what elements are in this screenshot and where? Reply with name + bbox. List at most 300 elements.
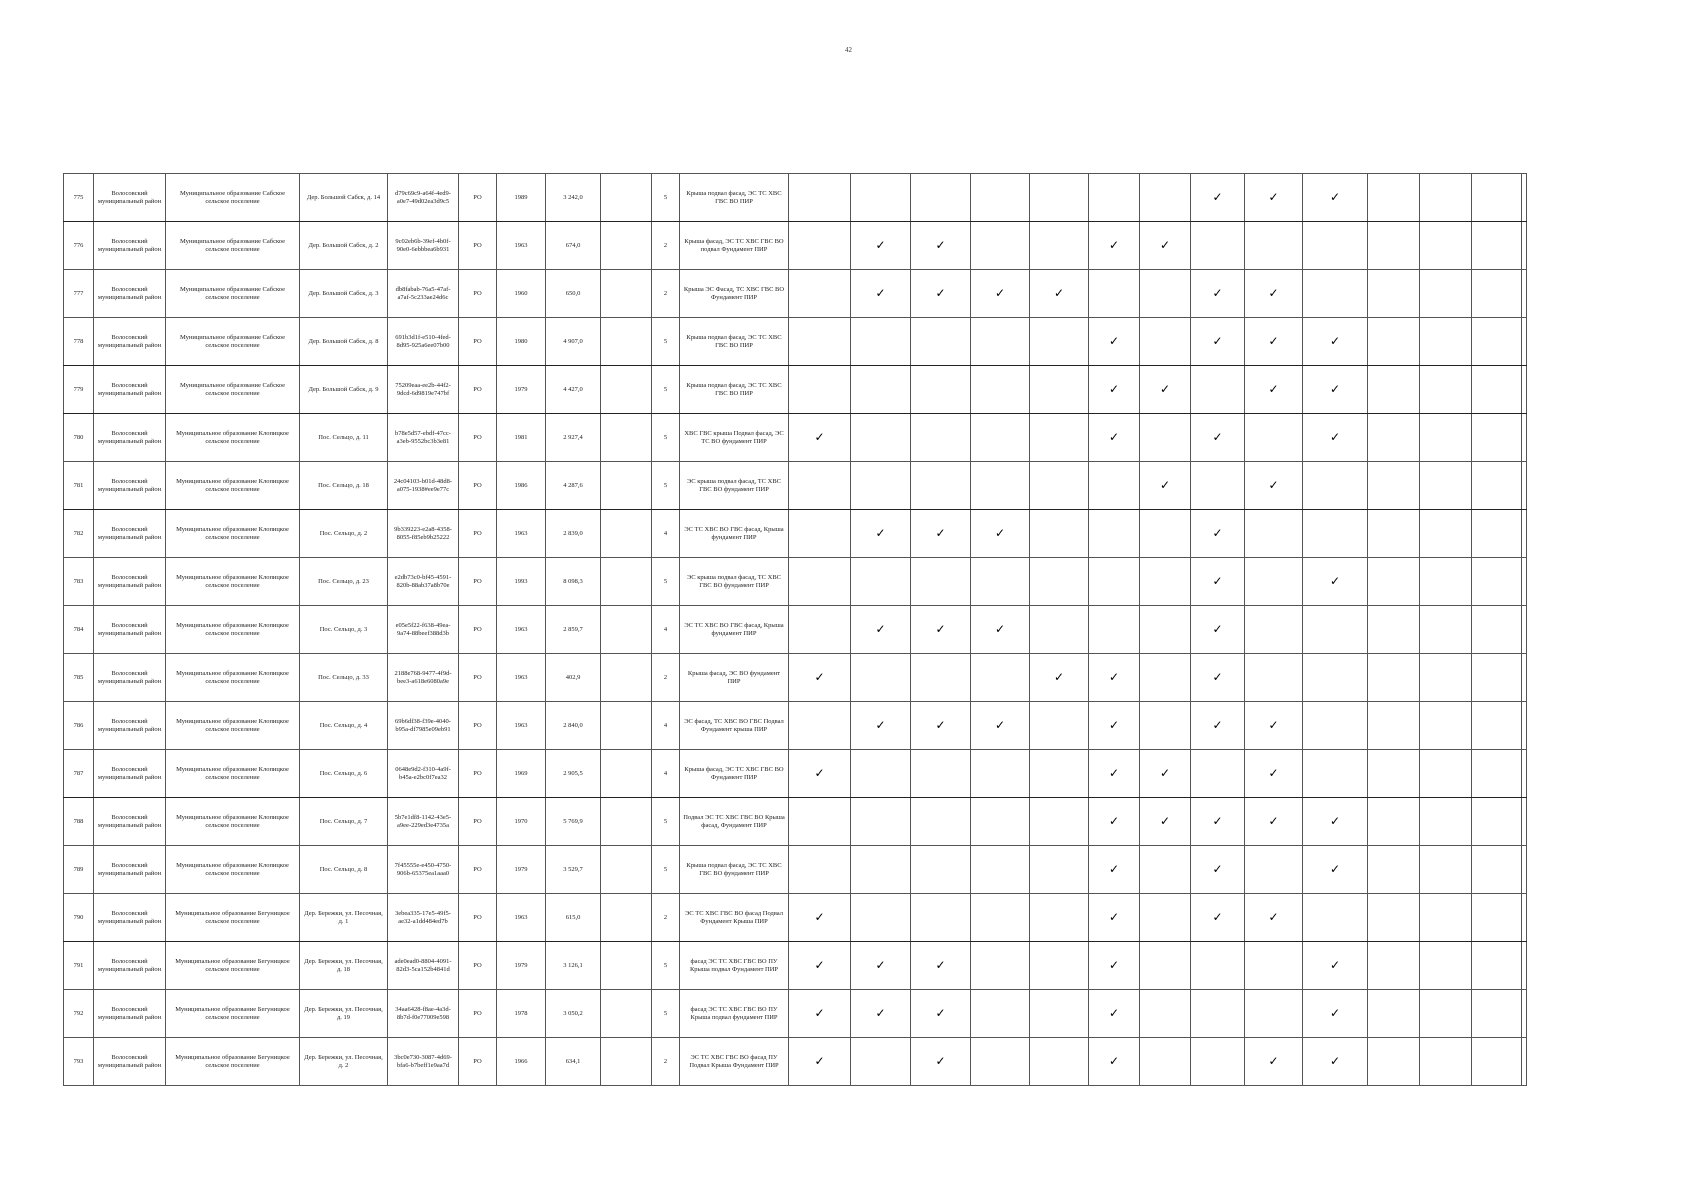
type-cell: РО bbox=[459, 174, 497, 222]
check-cell bbox=[911, 222, 971, 270]
area-cell: 2 840,0 bbox=[546, 702, 601, 750]
check-cell bbox=[851, 270, 911, 318]
area-cell: 650,0 bbox=[546, 270, 601, 318]
check-mark-icon: ✓ bbox=[1268, 718, 1279, 732]
district-cell: Волосовский муниципальный район bbox=[94, 846, 166, 894]
area-cell: 3 126,1 bbox=[546, 942, 601, 990]
floors-cell: 5 bbox=[652, 942, 680, 990]
check-cell bbox=[789, 654, 851, 702]
year-cell: 1989 bbox=[497, 174, 546, 222]
guid-cell: ade0ead0-8804-4091-82d3-5ca152b4841d bbox=[388, 942, 459, 990]
check-mark-icon: ✓ bbox=[814, 1006, 825, 1020]
table-row bbox=[64, 222, 1527, 270]
check-cell bbox=[1420, 558, 1472, 606]
guid-cell: 24c04103-b01d-48d8-a075-1938#ee9e77c bbox=[388, 462, 459, 510]
check-mark-icon: ✓ bbox=[1159, 382, 1171, 396]
check-cell bbox=[1522, 606, 1527, 654]
check-cell bbox=[1522, 798, 1527, 846]
check-mark-icon: ✓ bbox=[1329, 862, 1341, 876]
check-cell bbox=[1303, 654, 1368, 702]
check-mark-icon: ✓ bbox=[1268, 382, 1279, 396]
table-row bbox=[64, 510, 1527, 558]
area-cell: 2 859,7 bbox=[546, 606, 601, 654]
check-cell bbox=[1522, 750, 1527, 798]
check-mark-icon: ✓ bbox=[1108, 958, 1120, 972]
district-cell: Волосовский муниципальный район bbox=[94, 270, 166, 318]
check-cell bbox=[1191, 270, 1245, 318]
works-cell: Крыша подвал фасад, ЭС ТС ХВС ГВС ВО ПИР bbox=[680, 174, 789, 222]
district-cell: Волосовский муниципальный район bbox=[94, 558, 166, 606]
row-number: 783 bbox=[64, 558, 94, 606]
check-cell bbox=[911, 942, 971, 990]
table-row bbox=[64, 174, 1527, 222]
check-mark-icon: ✓ bbox=[1329, 382, 1341, 396]
table-row bbox=[64, 462, 1527, 510]
works-cell: ЭС ТС ХВС ВО ГВС фасад, Крыша фундамент ПИР bbox=[680, 510, 789, 558]
check-cell bbox=[1472, 942, 1522, 990]
check-mark-icon: ✓ bbox=[814, 670, 825, 684]
table-row bbox=[64, 894, 1527, 942]
check-cell bbox=[1089, 174, 1140, 222]
check-cell bbox=[1522, 990, 1527, 1038]
check-cell bbox=[1089, 654, 1140, 702]
check-cell bbox=[1522, 702, 1527, 750]
guid-cell: db8fabab-76a5-47af-a7af-5c233ae24d6c bbox=[388, 270, 459, 318]
check-cell bbox=[1368, 270, 1420, 318]
check-cell bbox=[1420, 894, 1472, 942]
empty-cell bbox=[601, 174, 652, 222]
year-cell: 1993 bbox=[497, 558, 546, 606]
check-cell bbox=[1140, 942, 1191, 990]
check-cell bbox=[1472, 702, 1522, 750]
check-cell bbox=[1030, 606, 1089, 654]
works-cell: ХВС ГВС крыша Подвал фасад, ЭС ТС ВО фундамент ПИР bbox=[680, 414, 789, 462]
check-cell bbox=[1303, 846, 1368, 894]
check-cell bbox=[1522, 942, 1527, 990]
check-cell bbox=[1522, 894, 1527, 942]
check-cell bbox=[789, 702, 851, 750]
address-cell: Пос. Сельцо, д. 2 bbox=[300, 510, 388, 558]
district-cell: Волосовский муниципальный район bbox=[94, 222, 166, 270]
empty-cell bbox=[601, 270, 652, 318]
check-cell bbox=[1303, 462, 1368, 510]
empty-cell bbox=[601, 654, 652, 702]
check-cell bbox=[911, 366, 971, 414]
check-cell bbox=[789, 846, 851, 894]
guid-cell: 75209eaa-ee2b-44f2-9dcd-6d9819e747bf bbox=[388, 366, 459, 414]
municipality-cell: Муниципальное образование Сабское сельское поселение bbox=[166, 174, 300, 222]
check-cell bbox=[1089, 894, 1140, 942]
type-cell: РО bbox=[459, 510, 497, 558]
check-mark-icon: ✓ bbox=[1212, 574, 1223, 588]
check-cell bbox=[789, 510, 851, 558]
check-cell bbox=[911, 174, 971, 222]
year-cell: 1979 bbox=[497, 366, 546, 414]
check-cell bbox=[851, 894, 911, 942]
empty-cell bbox=[601, 942, 652, 990]
municipality-cell: Муниципальное образование Клопицкое сельское поселение bbox=[166, 606, 300, 654]
check-cell bbox=[851, 942, 911, 990]
municipality-cell: Муниципальное образование Клопицкое сельское поселение bbox=[166, 510, 300, 558]
table-row bbox=[64, 366, 1527, 414]
check-cell bbox=[1089, 1038, 1140, 1086]
check-cell bbox=[1140, 846, 1191, 894]
check-cell bbox=[851, 750, 911, 798]
table-row bbox=[64, 606, 1527, 654]
row-number: 790 bbox=[64, 894, 94, 942]
check-cell bbox=[1368, 846, 1420, 894]
works-cell: Крыша фасад, ЭС ТС ХВС ГВС ВО подвал Фундамент ПИР bbox=[680, 222, 789, 270]
check-mark-icon: ✓ bbox=[935, 1054, 946, 1068]
check-cell bbox=[1522, 318, 1527, 366]
check-cell bbox=[1368, 942, 1420, 990]
guid-cell: b78e5d57-ebdf-47cc-a3eb-9552bc3b3e81 bbox=[388, 414, 459, 462]
check-mark-icon: ✓ bbox=[875, 622, 886, 636]
empty-cell bbox=[601, 606, 652, 654]
check-cell bbox=[971, 174, 1030, 222]
empty-cell bbox=[601, 846, 652, 894]
check-cell bbox=[1191, 222, 1245, 270]
check-mark-icon: ✓ bbox=[875, 238, 886, 252]
area-cell: 8 098,3 bbox=[546, 558, 601, 606]
works-cell: Крыша фасад, ЭС ТС ХВС ГВС ВО Фундамент ПИР bbox=[680, 750, 789, 798]
check-cell bbox=[1089, 318, 1140, 366]
municipality-cell: Муниципальное образование Клопицкое сельское поселение bbox=[166, 414, 300, 462]
row-number: 784 bbox=[64, 606, 94, 654]
row-number: 791 bbox=[64, 942, 94, 990]
works-cell: Крыша подвал фасад, ЭС ТС ХВС ГВС ВО фундамент ПИР bbox=[680, 846, 789, 894]
check-cell bbox=[1030, 654, 1089, 702]
check-mark-icon: ✓ bbox=[1108, 382, 1120, 396]
check-cell bbox=[911, 606, 971, 654]
check-cell bbox=[1303, 702, 1368, 750]
check-cell bbox=[1472, 462, 1522, 510]
table-body bbox=[64, 174, 1527, 1086]
type-cell: РО bbox=[459, 318, 497, 366]
check-cell bbox=[1089, 750, 1140, 798]
works-cell: ЭС ТС ХВС ГВС ВО фасад Подвал Фундамент Крыша ПИР bbox=[680, 894, 789, 942]
check-mark-icon: ✓ bbox=[1329, 334, 1341, 348]
year-cell: 1979 bbox=[497, 942, 546, 990]
check-cell bbox=[1140, 606, 1191, 654]
municipality-cell: Муниципальное образование Бегуницкое сельское поселение bbox=[166, 942, 300, 990]
check-cell bbox=[789, 990, 851, 1038]
area-cell: 4 287,6 bbox=[546, 462, 601, 510]
check-cell bbox=[1420, 462, 1472, 510]
check-cell bbox=[789, 1038, 851, 1086]
check-mark-icon: ✓ bbox=[1212, 862, 1223, 876]
check-cell bbox=[1030, 174, 1089, 222]
check-cell bbox=[1191, 558, 1245, 606]
check-cell bbox=[1420, 942, 1472, 990]
check-mark-icon: ✓ bbox=[1212, 526, 1223, 540]
year-cell: 1970 bbox=[497, 798, 546, 846]
row-number: 778 bbox=[64, 318, 94, 366]
check-cell bbox=[851, 846, 911, 894]
row-number: 779 bbox=[64, 366, 94, 414]
check-cell bbox=[1303, 750, 1368, 798]
district-cell: Волосовский муниципальный район bbox=[94, 510, 166, 558]
check-cell bbox=[1522, 270, 1527, 318]
check-cell bbox=[1522, 1038, 1527, 1086]
check-cell bbox=[1303, 798, 1368, 846]
check-mark-icon: ✓ bbox=[814, 1054, 825, 1068]
check-mark-icon: ✓ bbox=[1053, 286, 1065, 300]
table-row bbox=[64, 318, 1527, 366]
check-cell bbox=[1191, 1038, 1245, 1086]
check-mark-icon: ✓ bbox=[1329, 1006, 1341, 1020]
municipality-cell: Муниципальное образование Клопицкое сельское поселение bbox=[166, 798, 300, 846]
check-cell bbox=[1303, 558, 1368, 606]
check-cell bbox=[971, 318, 1030, 366]
check-cell bbox=[1368, 654, 1420, 702]
check-cell bbox=[911, 1038, 971, 1086]
check-cell bbox=[1245, 558, 1303, 606]
address-cell: Дер. Большой Сабск, д. 2 bbox=[300, 222, 388, 270]
check-cell bbox=[1368, 318, 1420, 366]
check-cell bbox=[1140, 990, 1191, 1038]
municipality-cell: Муниципальное образование Сабское сельское поселение bbox=[166, 366, 300, 414]
check-mark-icon: ✓ bbox=[1108, 1054, 1120, 1068]
type-cell: РО bbox=[459, 750, 497, 798]
municipality-cell: Муниципальное образование Сабское сельское поселение bbox=[166, 318, 300, 366]
check-cell bbox=[1191, 510, 1245, 558]
check-cell bbox=[1522, 462, 1527, 510]
guid-cell: 9b339223-e2a8-4358-8055-f85eb9b25222 bbox=[388, 510, 459, 558]
check-cell bbox=[971, 270, 1030, 318]
guid-cell: 3bc0e730-3087-4d69-bfa6-b7beff1e9aa7d bbox=[388, 1038, 459, 1086]
row-number: 777 bbox=[64, 270, 94, 318]
guid-cell: 691b3d1f-e510-4fed-8d95-925a6ee07b00 bbox=[388, 318, 459, 366]
check-cell bbox=[1140, 318, 1191, 366]
check-cell bbox=[911, 846, 971, 894]
check-mark-icon: ✓ bbox=[1268, 766, 1279, 780]
check-cell bbox=[1522, 510, 1527, 558]
check-cell bbox=[1245, 270, 1303, 318]
address-cell: Пос. Сельцо, д. 11 bbox=[300, 414, 388, 462]
check-mark-icon: ✓ bbox=[1159, 766, 1171, 780]
check-mark-icon: ✓ bbox=[1212, 286, 1223, 300]
check-cell bbox=[1089, 942, 1140, 990]
floors-cell: 4 bbox=[652, 750, 680, 798]
check-cell bbox=[1089, 222, 1140, 270]
check-cell bbox=[1245, 894, 1303, 942]
check-cell bbox=[1472, 606, 1522, 654]
floors-cell: 2 bbox=[652, 654, 680, 702]
area-cell: 3 050,2 bbox=[546, 990, 601, 1038]
check-cell bbox=[1472, 654, 1522, 702]
floors-cell: 5 bbox=[652, 462, 680, 510]
check-cell bbox=[1030, 510, 1089, 558]
year-cell: 1963 bbox=[497, 222, 546, 270]
municipality-cell: Муниципальное образование Сабское сельское поселение bbox=[166, 222, 300, 270]
floors-cell: 5 bbox=[652, 558, 680, 606]
empty-cell bbox=[601, 798, 652, 846]
check-cell bbox=[1472, 270, 1522, 318]
empty-cell bbox=[601, 510, 652, 558]
check-cell bbox=[1303, 510, 1368, 558]
check-mark-icon: ✓ bbox=[935, 1006, 946, 1020]
check-mark-icon: ✓ bbox=[1212, 430, 1223, 444]
works-cell: ЭС крыша подвал фасад, ТС ХВС ГВС ВО фундамент ПИР bbox=[680, 558, 789, 606]
check-cell bbox=[1245, 414, 1303, 462]
address-cell: Дер. Бережки, ул. Песочная, д. 1 bbox=[300, 894, 388, 942]
check-mark-icon: ✓ bbox=[935, 958, 946, 972]
works-cell: Крыша подвал фасад, ЭС ТС ХВС ГВС ВО ПИР bbox=[680, 366, 789, 414]
check-mark-icon: ✓ bbox=[875, 286, 886, 300]
area-cell: 402,9 bbox=[546, 654, 601, 702]
check-mark-icon: ✓ bbox=[875, 958, 886, 972]
check-cell bbox=[1368, 606, 1420, 654]
check-cell bbox=[1472, 894, 1522, 942]
address-cell: Дер. Большой Сабск, д. 9 bbox=[300, 366, 388, 414]
check-cell bbox=[789, 894, 851, 942]
district-cell: Волосовский муниципальный район bbox=[94, 654, 166, 702]
table-row bbox=[64, 270, 1527, 318]
check-cell bbox=[1245, 510, 1303, 558]
empty-cell bbox=[601, 702, 652, 750]
guid-cell: 5b7e1df8-1142-43e5-a9ee-229ed3e4735a bbox=[388, 798, 459, 846]
year-cell: 1963 bbox=[497, 510, 546, 558]
municipality-cell: Муниципальное образование Сабское сельское поселение bbox=[166, 270, 300, 318]
check-cell bbox=[1303, 222, 1368, 270]
check-cell bbox=[789, 798, 851, 846]
guid-cell: 0648e9d2-f310-4a9f-b45a-e2bc0f7ea32 bbox=[388, 750, 459, 798]
table-row bbox=[64, 702, 1527, 750]
check-cell bbox=[1030, 462, 1089, 510]
check-cell bbox=[1245, 174, 1303, 222]
check-mark-icon: ✓ bbox=[1108, 862, 1120, 876]
check-mark-icon: ✓ bbox=[1108, 766, 1120, 780]
type-cell: РО bbox=[459, 1038, 497, 1086]
check-cell bbox=[1245, 654, 1303, 702]
check-cell bbox=[1420, 750, 1472, 798]
empty-cell bbox=[601, 750, 652, 798]
check-mark-icon: ✓ bbox=[935, 238, 946, 252]
check-cell bbox=[1030, 894, 1089, 942]
check-cell bbox=[851, 222, 911, 270]
check-cell bbox=[1245, 462, 1303, 510]
check-cell bbox=[1420, 654, 1472, 702]
check-cell bbox=[789, 942, 851, 990]
district-cell: Волосовский муниципальный район bbox=[94, 990, 166, 1038]
check-cell bbox=[971, 942, 1030, 990]
check-cell bbox=[851, 510, 911, 558]
row-number: 788 bbox=[64, 798, 94, 846]
type-cell: РО bbox=[459, 558, 497, 606]
check-mark-icon: ✓ bbox=[994, 526, 1006, 540]
address-cell: Пос. Сельцо, д. 6 bbox=[300, 750, 388, 798]
year-cell: 1981 bbox=[497, 414, 546, 462]
floors-cell: 2 bbox=[652, 1038, 680, 1086]
floors-cell: 4 bbox=[652, 606, 680, 654]
check-cell bbox=[911, 462, 971, 510]
check-cell bbox=[1191, 702, 1245, 750]
table-row bbox=[64, 990, 1527, 1038]
empty-cell bbox=[601, 318, 652, 366]
district-cell: Волосовский муниципальный район bbox=[94, 462, 166, 510]
type-cell: РО bbox=[459, 990, 497, 1038]
check-mark-icon: ✓ bbox=[1108, 670, 1120, 684]
address-cell: Дер. Бережки, ул. Песочная, д. 2 bbox=[300, 1038, 388, 1086]
check-cell bbox=[1368, 894, 1420, 942]
address-cell: Пос. Сельцо, д. 3 bbox=[300, 606, 388, 654]
district-cell: Волосовский муниципальный район bbox=[94, 174, 166, 222]
check-cell bbox=[789, 174, 851, 222]
works-cell: Подвал ЭС ТС ХВС ГВС ВО Крыша фасад, Фундамент ПИР bbox=[680, 798, 789, 846]
check-cell bbox=[1191, 990, 1245, 1038]
check-mark-icon: ✓ bbox=[1108, 814, 1120, 828]
floors-cell: 2 bbox=[652, 270, 680, 318]
guid-cell: 69b6df38-f39e-4040-b95a-df7985e09eb91 bbox=[388, 702, 459, 750]
check-cell bbox=[789, 270, 851, 318]
check-mark-icon: ✓ bbox=[1268, 814, 1279, 828]
check-cell bbox=[1140, 222, 1191, 270]
check-cell bbox=[1303, 990, 1368, 1038]
check-cell bbox=[789, 750, 851, 798]
row-number: 780 bbox=[64, 414, 94, 462]
check-mark-icon: ✓ bbox=[1329, 574, 1341, 588]
check-mark-icon: ✓ bbox=[994, 622, 1006, 636]
check-cell bbox=[851, 1038, 911, 1086]
check-cell bbox=[1191, 798, 1245, 846]
check-cell bbox=[851, 366, 911, 414]
check-cell bbox=[1245, 606, 1303, 654]
empty-cell bbox=[601, 462, 652, 510]
row-number: 775 bbox=[64, 174, 94, 222]
check-cell bbox=[1089, 990, 1140, 1038]
table-row bbox=[64, 750, 1527, 798]
check-cell bbox=[1030, 366, 1089, 414]
check-cell bbox=[1368, 990, 1420, 1038]
guid-cell: 7f45555e-e450-4750-906b-65375ea1aaa0 bbox=[388, 846, 459, 894]
check-cell bbox=[911, 270, 971, 318]
check-cell bbox=[789, 318, 851, 366]
address-cell: Пос. Сельцо, д. 33 bbox=[300, 654, 388, 702]
check-cell bbox=[911, 990, 971, 1038]
municipality-cell: Муниципальное образование Клопицкое сельское поселение bbox=[166, 654, 300, 702]
row-number: 786 bbox=[64, 702, 94, 750]
address-cell: Пос. Сельцо, д. 18 bbox=[300, 462, 388, 510]
check-cell bbox=[1030, 702, 1089, 750]
check-cell bbox=[1472, 318, 1522, 366]
check-cell bbox=[1089, 414, 1140, 462]
check-cell bbox=[971, 606, 1030, 654]
table-row bbox=[64, 798, 1527, 846]
check-mark-icon: ✓ bbox=[1108, 430, 1120, 444]
check-mark-icon: ✓ bbox=[814, 430, 825, 444]
works-cell: ЭС фасад, ТС ХВС ВО ГВС Подвал Фундамент крыша ПИР bbox=[680, 702, 789, 750]
check-mark-icon: ✓ bbox=[994, 286, 1006, 300]
check-cell bbox=[1420, 990, 1472, 1038]
municipality-cell: Муниципальное образование Клопицкое сельское поселение bbox=[166, 558, 300, 606]
check-cell bbox=[789, 462, 851, 510]
type-cell: РО bbox=[459, 654, 497, 702]
check-cell bbox=[1368, 510, 1420, 558]
check-cell bbox=[1420, 414, 1472, 462]
check-mark-icon: ✓ bbox=[1212, 814, 1223, 828]
check-cell bbox=[1368, 174, 1420, 222]
municipality-cell: Муниципальное образование Клопицкое сельское поселение bbox=[166, 846, 300, 894]
check-cell bbox=[971, 558, 1030, 606]
works-cell: ЭС ТС ХВС ВО ГВС фасад, Крыша фундамент ПИР bbox=[680, 606, 789, 654]
check-cell bbox=[1420, 702, 1472, 750]
check-cell bbox=[1303, 606, 1368, 654]
check-cell bbox=[851, 606, 911, 654]
check-mark-icon: ✓ bbox=[1268, 478, 1279, 492]
check-mark-icon: ✓ bbox=[1268, 190, 1279, 204]
row-number: 781 bbox=[64, 462, 94, 510]
